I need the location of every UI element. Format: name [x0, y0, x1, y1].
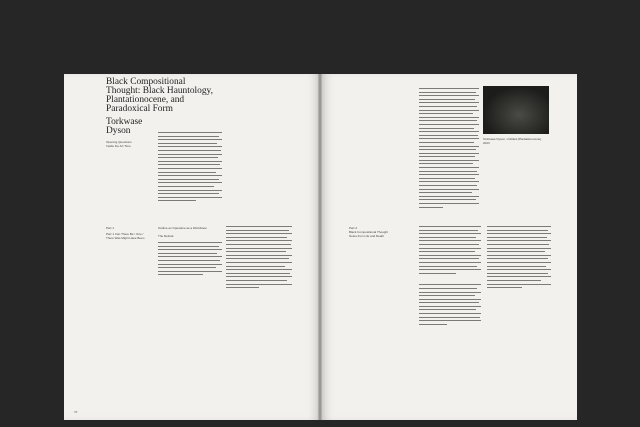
opening-meta: [106, 140, 132, 148]
right-body-text-upper: [419, 88, 479, 210]
part-2-label: [349, 226, 388, 238]
body-text-lower-b: [226, 226, 292, 291]
body-text-lower-a: [158, 242, 222, 278]
page-number-left: 70: [74, 410, 78, 414]
part-label: Part 1: [106, 226, 115, 230]
part-2-line: Part 2: [349, 226, 358, 230]
part-2-line: Black Compositional Thought: [349, 230, 388, 234]
book-spine: [318, 74, 322, 420]
body-text-upper: [158, 132, 222, 204]
section-heading: Outline an Operative as a Worldview: [158, 226, 207, 230]
title-line: Black Compositional: [106, 77, 186, 87]
article-title: [106, 78, 226, 114]
title-line: Plantationocene, and: [106, 95, 185, 105]
right-body-text-lower-b: [487, 226, 551, 291]
author-line: Dyson: [106, 126, 131, 136]
author-name: [106, 118, 142, 136]
part-2-line: Notes from Life and Death: [349, 234, 385, 238]
right-page: [321, 74, 577, 420]
part-subtitle: [106, 232, 144, 240]
title-line: Thought: Black Hauntology,: [106, 86, 213, 96]
meta-line: Opening Questions: [106, 140, 132, 144]
artwork-photo: [483, 86, 549, 134]
part-sub-line: Part 1 Can There Be / One /: [106, 232, 144, 236]
book-spread: [64, 74, 577, 420]
right-body-text-lower-a: [419, 226, 481, 327]
section-subheading: The Retinal: [158, 234, 174, 238]
meta-line: Inside the Art Time: [106, 144, 131, 148]
title-line: Paradoxical Form: [106, 104, 173, 114]
author-line: Torkwase: [106, 117, 143, 127]
left-page: [64, 74, 320, 420]
image-caption: Torkwase Dyson, Untitled (Plantationocene), 2023: [483, 137, 543, 145]
part-sub-line: There Was Might Have Been: [106, 236, 145, 240]
